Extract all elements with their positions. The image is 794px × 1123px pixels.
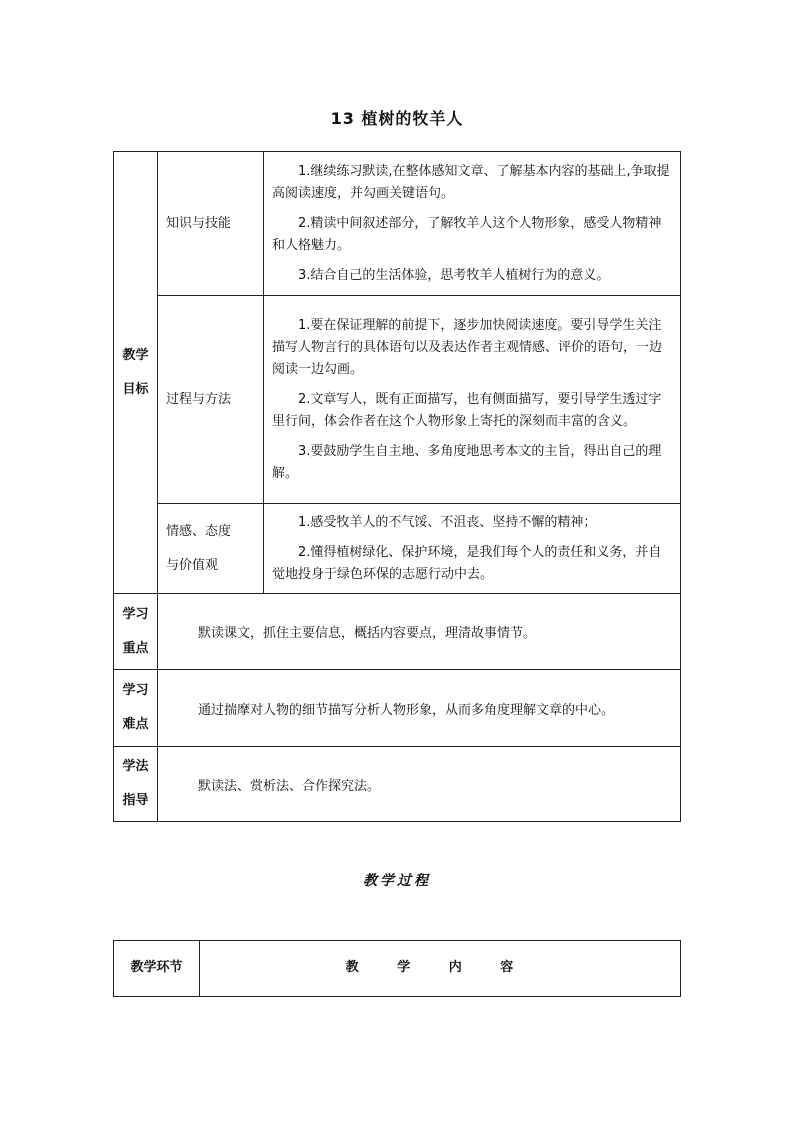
goals-label-line1: 教学 [122,347,149,363]
knowledge-items [264,152,681,296]
goals-label [114,152,158,594]
lesson-goals-table [113,151,681,822]
focus-label [114,594,158,670]
method-label-line2: 指导 [122,793,149,808]
focus-text: 默读课文，抓住主要信息，概括内容要点，理清故事情节。 [158,594,681,670]
difficulty-text: 通过揣摩对人物的细节描写分析人物形象，从而多角度理解文章的中心。 [158,670,681,747]
category-knowledge: 知识与技能 [158,152,264,296]
emotion-items [264,504,681,594]
method-text: 默读法、赏析法、合作探究法。 [158,747,681,822]
goals-label-line2: 目标 [122,381,149,397]
knowledge-item-3: 3.结合自己的生活体验，思考牧羊人植树行为的意义。 [298,267,610,283]
difficulty-label [114,670,158,747]
category-emotion-line2: 与价值观 [166,557,219,573]
process-items [264,296,681,504]
process-col-content: 教 学 内 容 [200,941,681,997]
process-col-stage: 教学环节 [114,941,200,997]
page-title: 13 植树的牧羊人 [330,109,464,128]
difficulty-label-line1: 学习 [122,683,149,698]
category-process: 过程与方法 [158,296,264,504]
focus-label-line2: 重点 [122,640,149,656]
knowledge-item-2: 2.精读中间叙述部分，了解牧羊人这个人物形象，感受人物精神和人格魅力。 [272,215,662,253]
process-item-2: 2.文章写人，既有正面描写，也有侧面描写，要引导学生透过字里行间，体会作者在这个人物形象上寄托的深刻而丰富的含义。 [272,391,662,429]
knowledge-item-1: 1.继续练习默读,在整体感知文章、了解基本内容的基础上,争取提高阅读速度，并勾画关键语句。 [272,163,670,201]
emotion-item-1: 1.感受牧羊人的不气馁、不沮丧、坚持不懈的精神； [298,514,597,530]
method-label [114,747,158,822]
process-item-1: 1.要在保证理解的前提下，逐步加快阅读速度。要引导学生关注描写人物言行的具体语句以及表达作者主观情感、评价的语句，一边阅读一边勾画。 [272,317,663,377]
process-item-3: 3.要鼓励学生自主地、多角度地思考本文的主旨，得出自己的理解。 [272,443,662,481]
process-table [113,940,681,997]
difficulty-label-line2: 难点 [122,717,149,732]
category-emotion-line1: 情感、态度 [166,523,232,539]
section-title: 教学过程 [363,873,431,889]
focus-label-line1: 学习 [122,606,149,622]
category-emotion [158,504,264,594]
method-label-line1: 学法 [122,759,149,774]
emotion-item-2: 2.懂得植树绿化、保护环境，是我们每个人的责任和义务，并自觉地投身于绿色环保的志愿行动中去。 [272,544,662,582]
